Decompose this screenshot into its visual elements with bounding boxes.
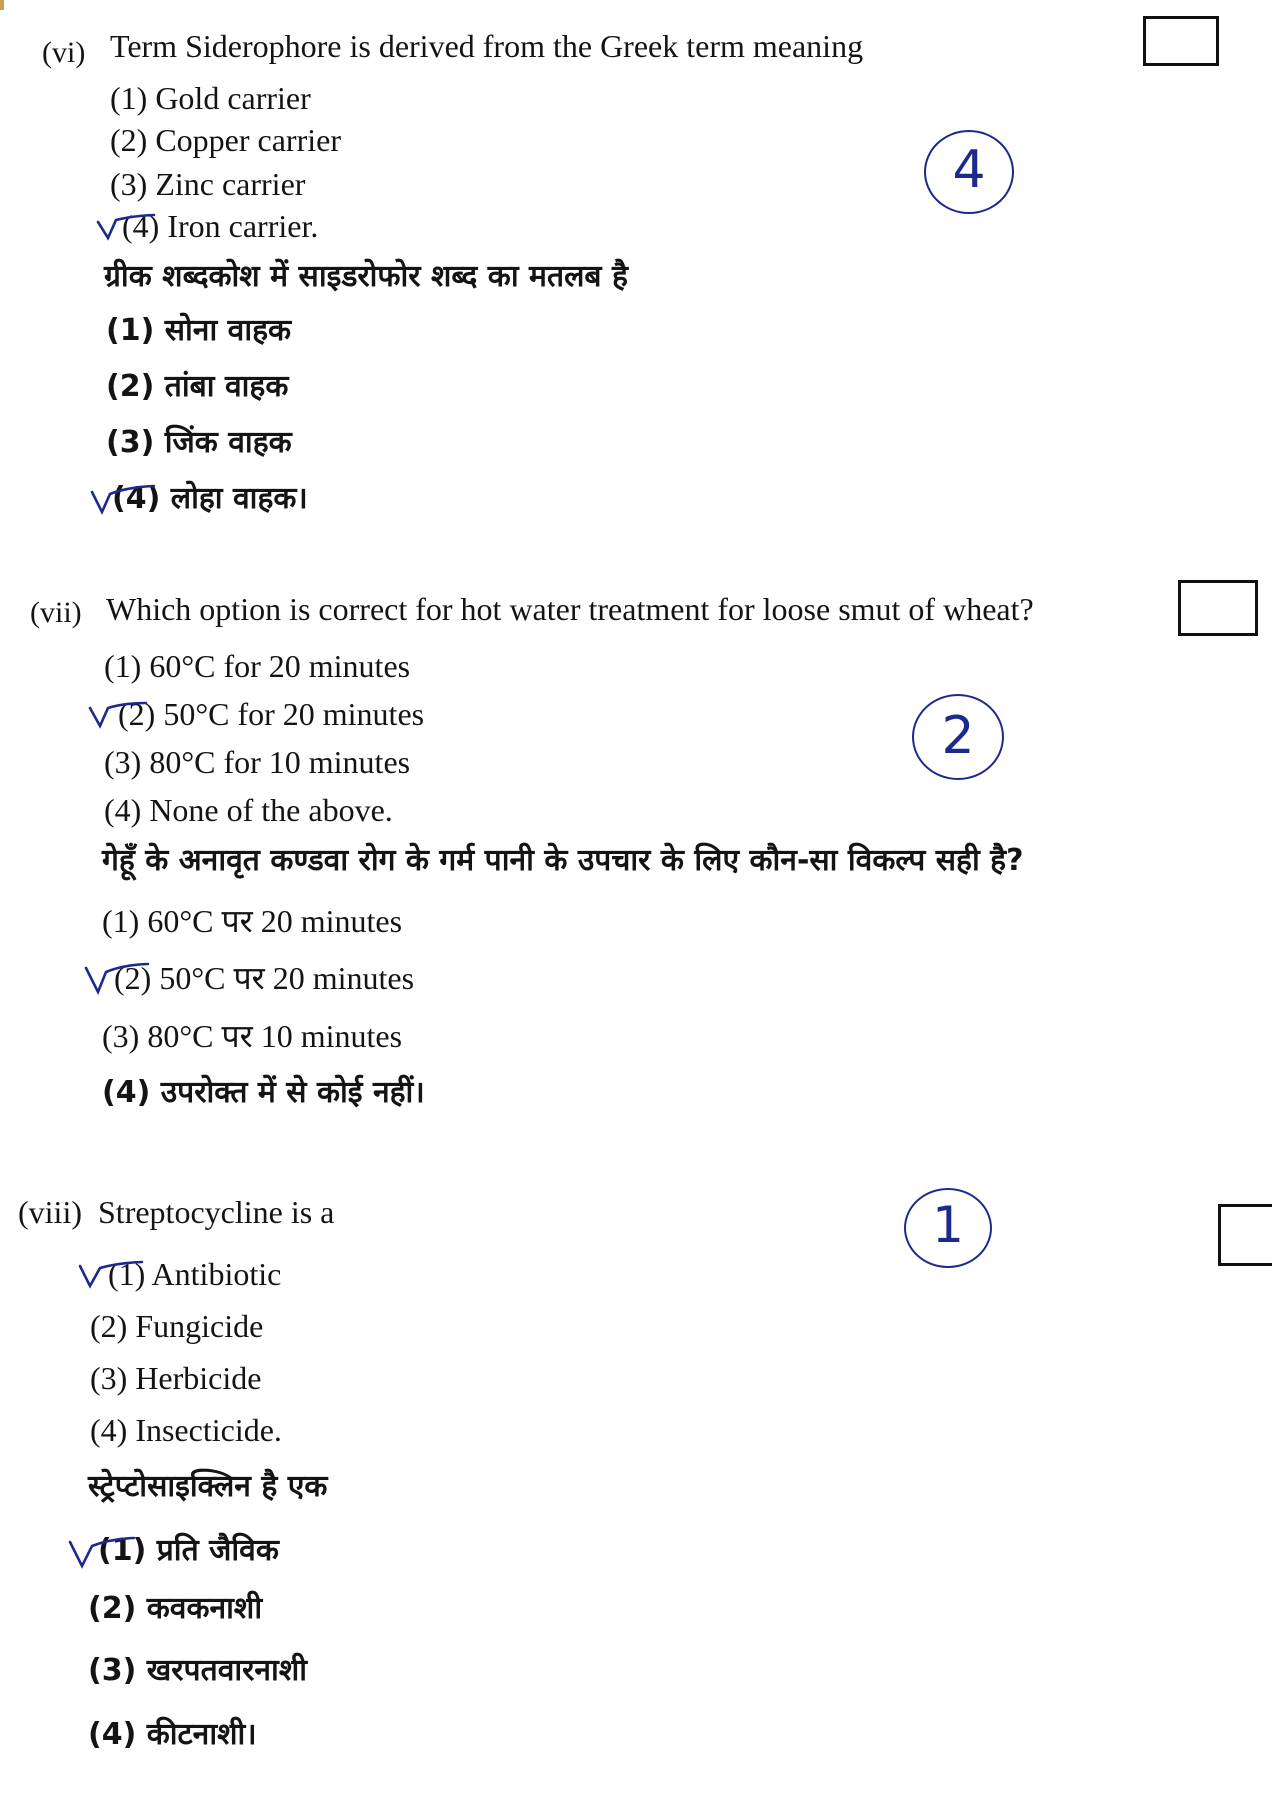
question-6-option-1-en: (1) Gold carrier (110, 80, 311, 116)
question-6-option-4-hi: (4) लोहा वाहक। (112, 481, 308, 516)
tick-mark-icon (86, 700, 150, 734)
question-6-option-2-en: (2) Copper carrier (110, 122, 341, 158)
question-8-option-2-hi: (2) कवकनाशी (88, 1591, 263, 1626)
page-corner-mark (0, 0, 4, 10)
question-8-text-hi: स्ट्रेप्टोसाइक्लिन है एक (88, 1469, 328, 1504)
question-8-option-4-en: (4) Insecticide. (90, 1412, 282, 1448)
question-7-option-3-hi: (3) 80°C पर 10 minutes (102, 1018, 403, 1054)
question-8-number: (viii) (18, 1194, 82, 1230)
question-7-option-2-en: (2) 50°C for 20 minutes (118, 696, 425, 732)
question-8-answer-mark: 1 (932, 1196, 964, 1254)
question-6-marks-box (1143, 16, 1219, 66)
question-7-option-4-en: (4) None of the above. (104, 792, 393, 828)
question-6-text-en: Term Siderophore is derived from the Greek term meaning (110, 28, 864, 64)
question-8-answer-circle (904, 1188, 992, 1268)
question-8-option-3-hi: (3) खरपतवारनाशी (88, 1653, 308, 1688)
question-8-option-2-en: (2) Fungicide (90, 1308, 264, 1344)
question-6-answer-circle (924, 130, 1014, 214)
question-8-option-3-en: (3) Herbicide (90, 1360, 262, 1396)
question-6-option-2-hi: (2) तांबा वाहक (106, 369, 289, 404)
question-7-option-1-hi: (1) 60°C पर 20 minutes (102, 903, 403, 939)
question-6-option-3-en: (3) Zinc carrier (110, 166, 306, 202)
tick-mark-icon (94, 212, 158, 246)
question-7-answer-circle (912, 694, 1004, 780)
tick-mark-icon (82, 962, 152, 998)
question-7-number: (vii) (30, 596, 82, 629)
question-8-option-1-hi: (1) प्रति जैविक (98, 1533, 279, 1568)
question-8-text-en: Streptocycline is a (98, 1194, 335, 1230)
tick-mark-icon (88, 484, 158, 520)
question-6-option-4-en: (4) Iron carrier. (122, 208, 319, 244)
tick-mark-icon (76, 1260, 146, 1294)
question-8-marks-box (1218, 1204, 1272, 1266)
question-7-answer-mark: 2 (941, 706, 975, 766)
question-7-marks-box (1178, 580, 1258, 636)
question-8-option-4-hi: (4) कीटनाशी। (88, 1717, 257, 1752)
question-6-option-1-hi: (1) सोना वाहक (106, 313, 292, 348)
tick-mark-icon (66, 1536, 138, 1572)
question-8-option-1-en: (1) Antibiotic (108, 1256, 282, 1292)
question-6-answer-mark: 4 (952, 140, 986, 200)
question-7-option-1-en: (1) 60°C for 20 minutes (104, 648, 411, 684)
question-7-text-hi: गेहूँ के अनावृत कण्डवा रोग के गर्म पानी के उपचार के लिए कौन-सा विकल्प सही है? (102, 843, 1024, 878)
question-6-option-3-hi: (3) जिंक वाहक (106, 425, 292, 460)
question-7-text-en: Which option is correct for hot water treatment for loose smut of wheat? (106, 591, 1034, 627)
question-7-option-4-hi: (4) उपरोक्त में से कोई नहीं। (102, 1075, 425, 1110)
question-6-number: (vi) (42, 36, 86, 69)
question-6-text-hi: ग्रीक शब्दकोश में साइडरोफोर शब्द का मतलब है (104, 259, 628, 294)
question-7-option-3-en: (3) 80°C for 10 minutes (104, 744, 411, 780)
question-7-option-2-hi: (2) 50°C पर 20 minutes (114, 960, 415, 996)
